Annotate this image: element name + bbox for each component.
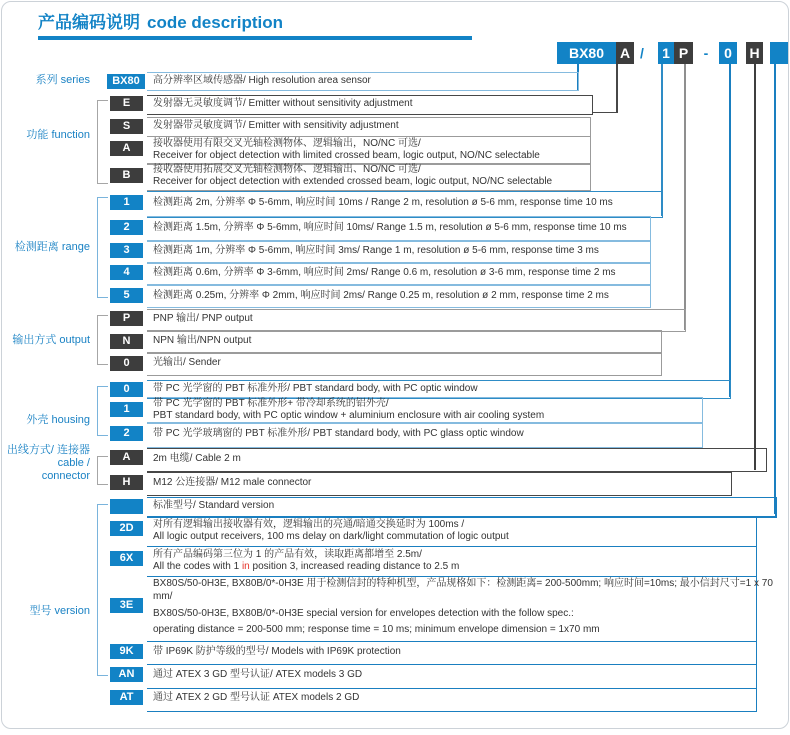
- row-description: 检测距离 2m, 分辨率 Φ 5-6mm, 响应时间 10ms / Range 2 m, resolution ø 5-6 mm, response time 10 ms: [153, 197, 613, 208]
- row-description: [153, 549, 459, 573]
- page-title-zh: 产品编码说明: [38, 13, 140, 32]
- connector-function-line: [616, 64, 618, 112]
- row-description-zh: 接收器使用有限交叉光轴检测物体、逻辑输出，NO/NC 可选/: [153, 138, 421, 149]
- row-border-output-0: [147, 352, 662, 376]
- row-description: 检测距离 1.5m, 分辨率 Φ 5-6mm, 响应时间 10ms/ Range 1.5 m, resolution ø 5-6 mm, response time 10 ms: [153, 222, 627, 233]
- row-description-zh: 对所有逻辑输出接收器有效，逻辑输出的亮通/暗通交换延时为 100ms /: [153, 519, 465, 530]
- title-underline: [38, 36, 472, 40]
- row-description: 发射器带灵敏度调节/ Emitter with sensitivity adjustment: [153, 120, 399, 131]
- row-code-box: 2: [110, 220, 143, 235]
- row-description: PNP 输出/ PNP output: [153, 313, 253, 324]
- row-description-zh: 带 PC 光学窗的 PBT 标准外形+ 带冷却系统的铝外壳/: [153, 398, 389, 409]
- row-description-en: [153, 561, 459, 573]
- connector-version-line: [774, 64, 776, 514]
- section-label-cable-line3: connector: [41, 470, 90, 482]
- row-code-box: P: [110, 311, 143, 326]
- section-label-function: 功能 function: [26, 129, 90, 141]
- connector-housing-line: [729, 64, 731, 397]
- row-description: M12 公连接器/ M12 male connector: [153, 477, 312, 488]
- bracket-housing-tick-bottom: [97, 435, 108, 436]
- row-description: 通过 ATEX 3 GD 型号认证/ ATEX models 3 GD: [153, 669, 363, 680]
- row-code-box: 3: [110, 243, 143, 258]
- bracket-housing: [97, 386, 98, 436]
- connector-output-line: [684, 64, 686, 330]
- section-label-cable-line2: cable /: [57, 457, 90, 469]
- bracket-version: [97, 504, 98, 676]
- section-label-cable-line1: 出线方式/ 连接器: [6, 444, 90, 456]
- row-description-en: Receiver for object detection with limited crossed beam, logic output, NO/NC selectable: [153, 150, 540, 161]
- row-description-zh: BX80S/50-0H3E, BX80B/0*-0H3E 用于检测信封的特种机型，产品规格如下：检测距离= 200-500mm; 响应时间=10ms; 最小信封尺寸=1 x 70 mm/: [153, 578, 773, 602]
- row-description: 检测距离 1m, 分辨率 Φ 5-6mm, 响应时间 3ms/ Range 1 m, resolution ø 5-6 mm, response time 3 ms: [153, 245, 599, 256]
- page-title: [38, 8, 283, 33]
- code-segment-housing: 0: [719, 42, 737, 64]
- row-description-en: All logic output receivers, 100 ms delay on dark/light commutation of logic output: [153, 531, 509, 542]
- row-description-en1: BX80S/50-0H3E, BX80B/0*-0H3E special version for envelopes detection with the follow spec.:: [153, 608, 574, 619]
- row-description: [153, 519, 509, 543]
- row-code-box: 0: [110, 356, 143, 371]
- bracket-function-tick-bottom: [97, 183, 108, 184]
- row-code-box: 2: [110, 426, 143, 441]
- bracket-version-tick-bottom: [97, 675, 108, 676]
- bracket-cable-tick-top: [97, 456, 108, 457]
- bracket-range-tick-bottom: [97, 297, 108, 298]
- bracket-output-tick-bottom: [97, 364, 108, 365]
- section-label-version: 型号 version: [29, 605, 90, 617]
- row-code-box: 0: [110, 382, 143, 397]
- row-code-box: AT: [110, 690, 143, 705]
- code-segment-cable: H: [746, 42, 763, 64]
- highlight-pre: All the codes with 1: [153, 561, 242, 572]
- section-label-output: 输出方式 output: [12, 334, 90, 346]
- section-label-cable: [2, 444, 90, 483]
- bracket-cable: [97, 456, 98, 485]
- section-label-range: 检测距离 range: [14, 241, 90, 253]
- bracket-housing-tick-top: [97, 386, 108, 387]
- row-code-box: 3E: [110, 598, 143, 613]
- row-description: 带 PC 光学窗的 PBT 标准外形/ PBT standard body, with PC optic window: [153, 383, 478, 394]
- code-segment-series: BX80: [557, 42, 616, 64]
- row-code-box: 9K: [110, 644, 143, 659]
- row-code-box: A: [110, 141, 143, 156]
- row-description: 2m 电缆/ Cable 2 m: [153, 453, 241, 464]
- code-segment-range: 1: [658, 42, 674, 64]
- section-label-housing: 外壳 housing: [26, 414, 90, 426]
- row-description: 检测距离 0.6m, 分辨率 Φ 3-6mm, 响应时间 2ms/ Range 0.6 m, resolution ø 3-6 mm, response time 2 ms: [153, 267, 616, 278]
- bracket-range-tick-top: [97, 197, 108, 198]
- row-code-box: A: [110, 450, 143, 465]
- row-description: 检测距离 0.25m, 分辨率 Φ 2mm, 响应时间 2ms/ Range 0.25 m, resolution ø 2 mm, response time 2 ms: [153, 290, 609, 301]
- row-description: [153, 398, 544, 422]
- row-code-box: 4: [110, 265, 143, 280]
- row-code-box: 1: [110, 402, 143, 417]
- bracket-output: [97, 315, 98, 365]
- row-code-box: H: [110, 475, 143, 490]
- row-description: 带 IP69K 防护等级的型号/ Models with IP69K protection: [153, 646, 401, 657]
- row-code-box: B: [110, 168, 143, 183]
- row-description: 标准型号/ Standard version: [153, 500, 275, 511]
- page-title-en: code description: [147, 13, 284, 32]
- row-description: 通过 ATEX 2 GD 型号认证 ATEX models 2 GD: [153, 692, 360, 703]
- row-description-zh: 接收器使用拓展交叉光轴检测物体、逻辑输出、NO/NC 可选/: [153, 164, 421, 175]
- row-code-box: BX80: [107, 74, 145, 89]
- row-description: 高分辨率区域传感器/ High resolution area sensor: [153, 75, 371, 86]
- row-description: NPN 输出/NPN output: [153, 335, 252, 346]
- row-code-box: 6X: [110, 551, 143, 566]
- code-segment-function: A: [616, 42, 634, 64]
- bracket-range: [97, 197, 98, 298]
- bracket-function: [97, 100, 98, 184]
- bracket-version-tick-top: [97, 504, 108, 505]
- row-code-box: S: [110, 119, 143, 134]
- bracket-cable-tick-bottom: [97, 484, 108, 485]
- row-code-box: E: [110, 96, 143, 111]
- row-code-box-blank: [110, 499, 143, 514]
- code-segment-output: P: [674, 42, 693, 64]
- row-description-en2: operating distance = 200-500 mm; response time = 10 ms; minimum envelope dimension = 1x70 mm: [153, 624, 600, 635]
- connector-function-elbow: [592, 112, 618, 113]
- row-description: 光输出/ Sender: [153, 357, 221, 368]
- bracket-function-tick-top: [97, 100, 108, 101]
- row-code-box: 2D: [110, 521, 143, 536]
- code-separator-dash: -: [703, 45, 709, 61]
- row-description: [153, 164, 552, 188]
- row-code-box: 5: [110, 288, 143, 303]
- connector-cable-line: [754, 64, 756, 470]
- section-label-series: 系列 series: [35, 74, 90, 86]
- row-description-zh: 所有产品编码第三位为 1 的产品有效，读取距离都增至 2.5m/: [153, 549, 422, 560]
- row-description: 带 PC 光学玻璃窗的 PBT 标准外形/ PBT standard body, with PC glass optic window: [153, 428, 524, 439]
- row-code-box: N: [110, 334, 143, 349]
- code-separator-slash: /: [640, 45, 644, 61]
- highlight-post: position 3, increased reading distance to 2.5 m: [249, 561, 460, 572]
- row-description: [153, 138, 540, 162]
- row-description-en: PBT standard body, with PC optic window + aluminium enclosure with air cooling system: [153, 410, 545, 421]
- row-code-box: 1: [110, 195, 143, 210]
- row-description-en: Receiver for object detection with extended crossed beam, logic output, NO/NC selectable: [153, 176, 553, 187]
- bracket-output-tick-top: [97, 315, 108, 316]
- code-segment-version: [770, 42, 788, 64]
- row-code-box: AN: [110, 667, 143, 682]
- highlight-red: in: [241, 561, 250, 572]
- row-description: 发射器无灵敏度调节/ Emitter without sensitivity adjustment: [153, 98, 413, 109]
